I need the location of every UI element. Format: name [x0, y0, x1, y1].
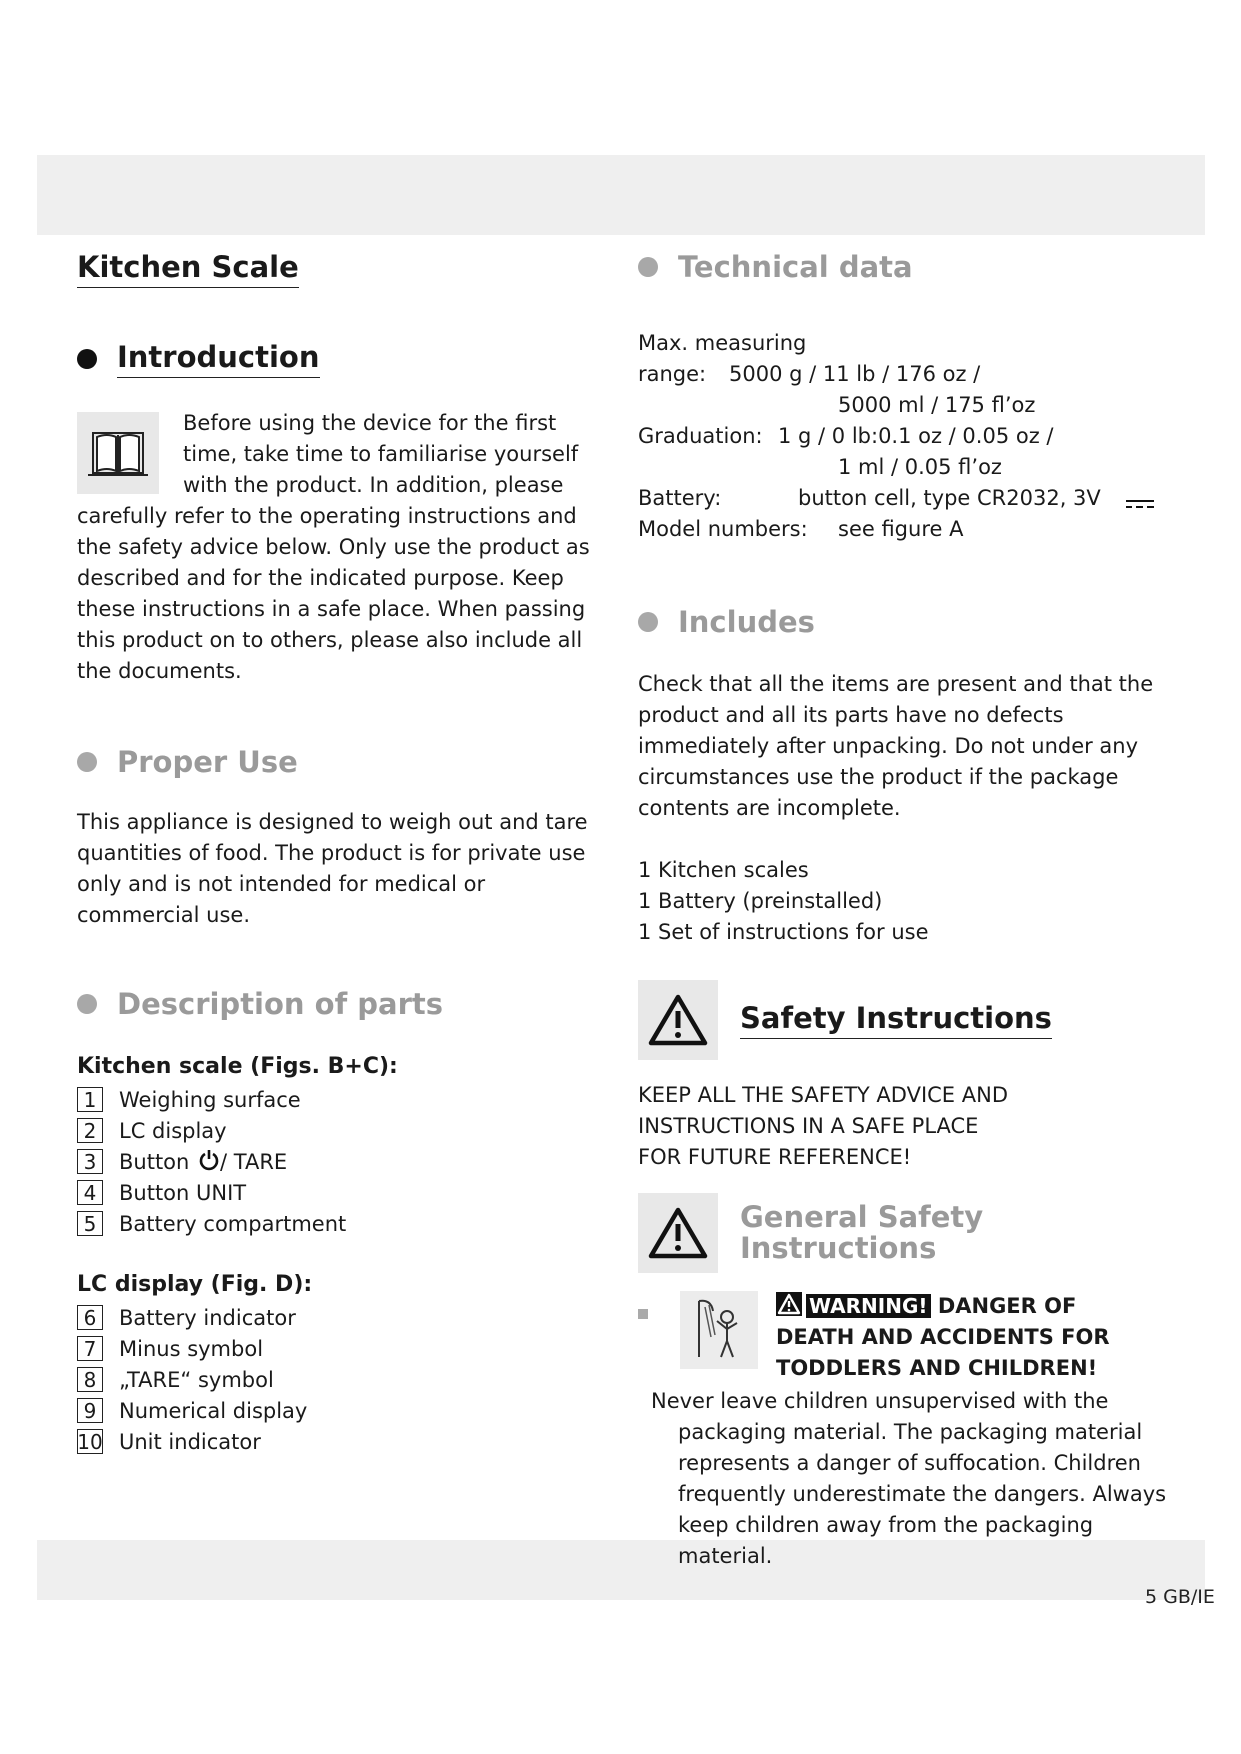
bullet-dot-icon — [77, 752, 97, 772]
right-column — [638, 250, 1178, 1572]
square-bullet-icon — [638, 1309, 648, 1319]
page-number: 5 GB/IE — [1145, 1586, 1215, 1608]
introduction-heading: Introduction — [77, 340, 607, 378]
max-range-value: 5000 g / 11 lb / 176 oz / — [729, 362, 981, 386]
warning-heading: WARNING! DANGER OF DEATH AND ACCIDENTS FOR TODDLERS AND CHILDREN! — [776, 1294, 1110, 1380]
warning-triangle-icon — [638, 1193, 718, 1273]
bullet-dot-icon — [77, 349, 97, 369]
manual-book-icon — [77, 412, 159, 494]
warning-text: Never leave children unsupervised with the packaging material. The packaging material represents a danger of suffocation. Children frequently underestimate the dangers. Always keep children away from the packaging material. — [651, 1389, 1167, 1568]
kitchen-scale-parts-list — [77, 1084, 607, 1239]
header-band — [37, 155, 1205, 235]
technical-data-heading: Technical data — [638, 250, 1178, 284]
max-range-label-2: range: — [638, 362, 707, 386]
lc-display-parts-list — [77, 1302, 607, 1457]
introduction-text: Before using the device for the first time, take time to familiarise yourself with the product. In addition, please carefully refer to the operating instructions and the safety advice below. Only use the product as described and for the indicated purpose. Keep these instructions in a safe place. When passing this product on to others, please also include all the documents. — [77, 411, 590, 683]
keep-advice-line: FOR FUTURE REFERENCE! — [638, 1145, 912, 1169]
model-numbers-value: see figure A — [838, 517, 964, 541]
list-item: 2 LC display — [77, 1115, 607, 1146]
kitchen-scale-parts-title: Kitchen scale (Figs. B+C): — [77, 1054, 398, 1079]
safety-instructions-heading: Safety Instructions — [638, 980, 1178, 1060]
graduation-value-2: 1 ml / 0.05 fl’oz — [838, 455, 1002, 479]
general-safety-heading: General Safety Instructions — [638, 1193, 1178, 1273]
list-item: 1 Weighing surface — [77, 1084, 607, 1115]
proper-use-heading: Proper Use — [77, 745, 607, 779]
graduation-value: 1 g / 0 lb:0.1 oz / 0.05 oz / — [778, 424, 1054, 448]
list-item: 9 Numerical display — [77, 1395, 607, 1426]
bullet-dot-icon — [77, 994, 97, 1014]
keep-advice-line: INSTRUCTIONS IN A SAFE PLACE — [638, 1114, 979, 1138]
description-of-parts-heading: Description of parts — [77, 987, 607, 1021]
list-item: 3 Button / TARE — [77, 1146, 607, 1177]
list-item: 1 Kitchen scales — [638, 858, 809, 882]
list-item: 4 Button UNIT — [77, 1177, 607, 1208]
introduction-section — [77, 408, 607, 687]
includes-heading: Includes — [638, 605, 1178, 639]
max-range-value-2: 5000 ml / 175 fl’oz — [838, 393, 1036, 417]
list-item: 5 Battery compartment — [77, 1208, 607, 1239]
list-item: 8 „TARE“ symbol — [77, 1364, 607, 1395]
warning-badge: WARNING! — [806, 1294, 931, 1318]
model-numbers-label: Model numbers: — [638, 517, 808, 541]
list-item: 1 Battery (preinstalled) — [638, 889, 883, 913]
bullet-dot-icon — [638, 612, 658, 632]
list-item: 6 Battery indicator — [77, 1302, 607, 1333]
list-item: 7 Minus symbol — [77, 1333, 607, 1364]
left-column — [77, 250, 607, 1457]
power-icon — [199, 1149, 219, 1171]
warning-triangle-icon — [638, 980, 718, 1060]
includes-text: Check that all the items are present and that the product and all its parts have no defects immediately after unpacking. Do not under any circumstances use the product if the package contents are incomplete. — [638, 672, 1154, 820]
bullet-dot-icon — [638, 257, 658, 277]
battery-label: Battery: — [638, 486, 722, 510]
graduation-label: Graduation: — [638, 424, 763, 448]
proper-use-text: This appliance is designed to weigh out and tare quantities of food. The product is for private use only and is not intended for medical or commercial use. — [77, 810, 588, 927]
list-item: 1 Set of instructions for use — [638, 920, 929, 944]
warning-block — [638, 1291, 1178, 1384]
max-range-label: Max. measuring — [638, 331, 807, 355]
battery-value: button cell, type CR2032, 3V — [798, 486, 1101, 510]
technical-data-table — [638, 328, 1178, 545]
child-with-packaging-icon — [680, 1291, 758, 1369]
document-title: Kitchen Scale — [77, 250, 299, 288]
keep-advice-line: KEEP ALL THE SAFETY ADVICE AND — [638, 1083, 1008, 1107]
lc-display-parts-title: LC display (Fig. D): — [77, 1272, 313, 1297]
warning-triangle-icon — [776, 1292, 802, 1316]
list-item: 10 Unit indicator — [77, 1429, 261, 1454]
